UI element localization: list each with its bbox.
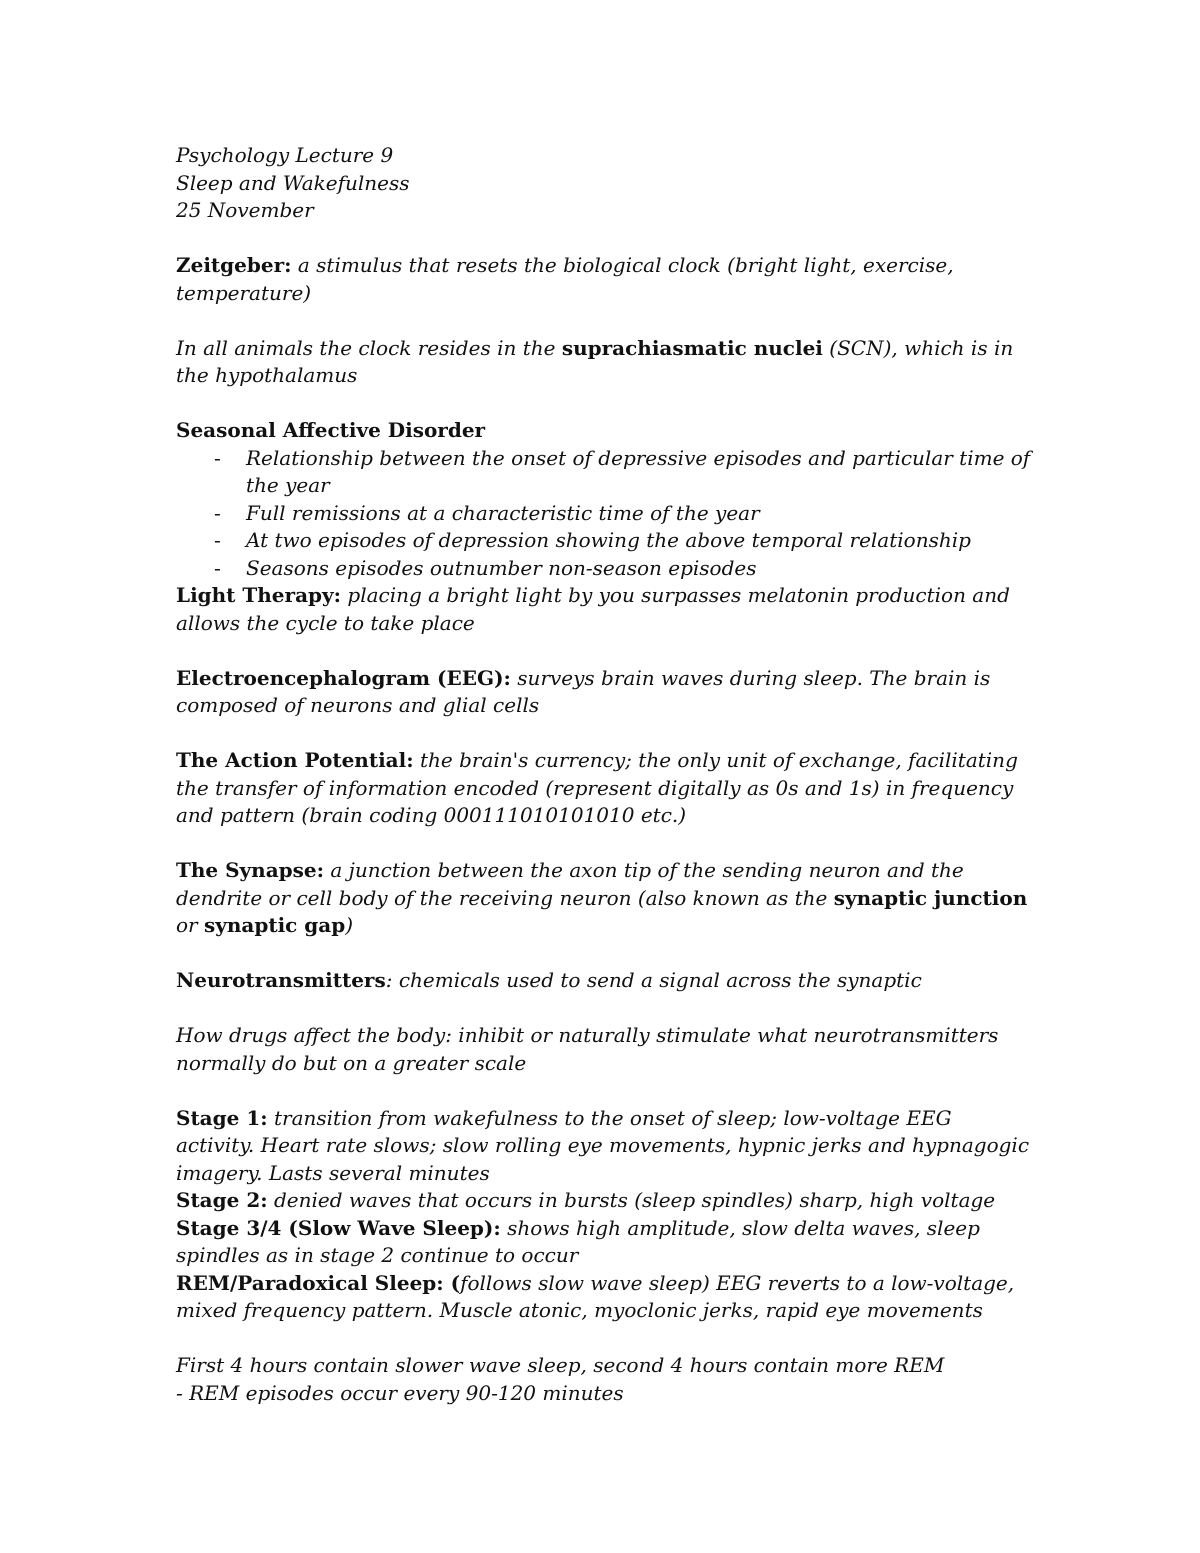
rem-term: REM/Paradoxical Sleep: ( xyxy=(176,1270,461,1295)
neurotransmitters-paragraph xyxy=(176,967,1036,995)
action-potential-term: The Action Potential: xyxy=(176,748,414,772)
light-therapy-term: Light Therapy: xyxy=(176,583,342,607)
stage1-term: Stage 1: xyxy=(176,1105,268,1130)
stage1-paragraph xyxy=(176,1105,1036,1188)
synaptic-gap-term: synaptic gap xyxy=(203,913,346,937)
list-item: - Full remissions at a characteristic time of the year xyxy=(176,500,1036,528)
stage34-term: Stage 3/4 (Slow Wave Sleep): xyxy=(176,1215,501,1240)
synapse-close: ) xyxy=(345,913,354,937)
neurotransmitters-term: Neurotransmitters xyxy=(176,968,386,992)
eeg-definition: surveys brain waves during sleep. The brain is composed of neurons and glial cells xyxy=(176,665,991,717)
stage2-term: Stage 2: xyxy=(176,1188,268,1212)
synapse-paragraph xyxy=(176,857,1036,940)
light-therapy-definition: placing a bright light by you surpasses melatonin production and allows the cycle to take place xyxy=(176,583,1010,635)
stage1-definition: transition from wakefulness to the onset of sleep; low-voltage EEG activity. Heart rate slows; slow rolling eye movements, hypnic jerks and hypnagogic imagery. Lasts several minutes xyxy=(176,1105,1030,1185)
eeg-term: Electroencephalogram (EEG): xyxy=(176,665,511,690)
document-page xyxy=(176,142,1036,1407)
light-therapy-paragraph xyxy=(176,582,1036,637)
zeitgeber-definition: a stimulus that resets the biological clock (bright light, exercise, temperature) xyxy=(176,253,954,305)
sad-list xyxy=(176,445,1036,583)
closing-line-1: First 4 hours contain slower wave sleep, second 4 hours contain more REM xyxy=(176,1353,945,1377)
drugs-paragraph: How drugs affect the body: inhibit or naturally stimulate what neurotransmitters normally do but on a greater scale xyxy=(176,1023,999,1075)
lecture-topic: Sleep and Wakefulness xyxy=(176,170,410,195)
synapse-definition: a junction between the axon tip of the sending neuron and the dendrite or cell body of the receiving neuron (also known as the xyxy=(176,858,964,910)
list-item: - At two episodes of depression showing the above temporal relationship xyxy=(176,527,1036,555)
list-item: - Relationship between the onset of depressive episodes and particular time of the year xyxy=(176,445,1036,500)
stage2-definition: denied waves that occurs in bursts (sleep spindles) sharp, high voltage xyxy=(267,1188,996,1212)
scn-term: suprachiasmatic nuclei xyxy=(561,335,823,360)
synapse-or: or xyxy=(176,913,204,937)
list-item: - Seasons episodes outnumber non-season episodes xyxy=(176,555,1036,583)
rem-paragraph xyxy=(176,1270,1036,1325)
action-potential-definition: the brain's currency; the only unit of exchange, facilitating the transfer of information encoded (represent digitally as 0s and 1s) in frequency and pattern (brain coding 000111010101010 etc.) xyxy=(176,748,1018,827)
scn-text-before: In all animals the clock resides in the xyxy=(176,335,562,360)
action-potential-paragraph xyxy=(176,747,1036,830)
sad-heading: Seasonal Affective Disorder xyxy=(176,418,486,442)
zeitgeber-paragraph xyxy=(176,252,1036,307)
scn-paragraph xyxy=(176,335,1036,390)
eeg-paragraph xyxy=(176,665,1036,720)
closing-line-2: - REM episodes occur every 90-120 minutes xyxy=(176,1380,624,1405)
synaptic-junction-term: synaptic junction xyxy=(833,885,1028,910)
zeitgeber-term: Zeitgeber: xyxy=(176,253,292,277)
scn-text-after: (SCN), which is in the hypothalamus xyxy=(176,335,1014,387)
stage34-definition: shows high amplitude, slow delta waves, sleep spindles as in stage 2 continue to occur xyxy=(176,1215,980,1267)
stage34-paragraph xyxy=(176,1215,1036,1270)
lecture-date: 25 November xyxy=(176,198,314,222)
course-title: Psychology Lecture 9 xyxy=(176,143,394,167)
neurotransmitters-definition: : chemicals used to send a signal across the synaptic xyxy=(385,968,922,992)
rem-definition: follows slow wave sleep) EEG reverts to a low-voltage, mixed frequency pattern. Muscle atonic, myoclonic jerks, rapid eye movements xyxy=(176,1270,1015,1322)
synapse-term: The Synapse: xyxy=(176,858,325,882)
stage2-paragraph xyxy=(176,1187,1036,1215)
